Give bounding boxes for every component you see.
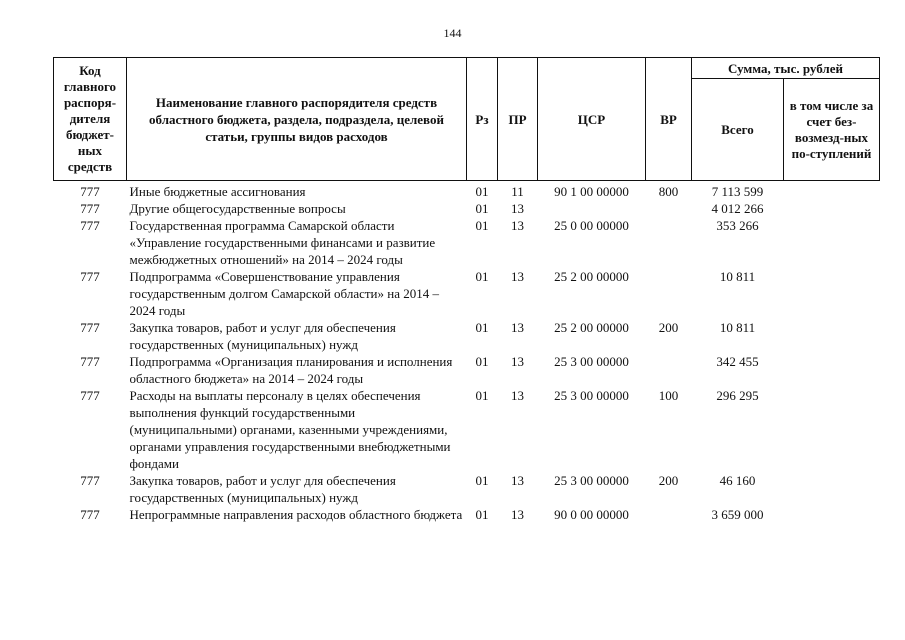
row-vr: 100 bbox=[658, 388, 679, 403]
row-csr: 25 3 00 00000 bbox=[554, 473, 629, 488]
page-number: 144 bbox=[443, 26, 462, 40]
row-csr: 25 2 00 00000 bbox=[554, 320, 629, 335]
row-incl bbox=[784, 387, 880, 472]
row-code: 777 bbox=[80, 269, 100, 284]
row-pr: 13 bbox=[511, 354, 524, 369]
row-total: 342 455 bbox=[716, 354, 759, 369]
table-row bbox=[54, 353, 880, 387]
row-incl bbox=[784, 506, 880, 523]
row-rz: 01 bbox=[475, 218, 489, 233]
row-pr: 13 bbox=[511, 320, 524, 335]
row-name: Подпрограмма «Совершенствование управления государственным долгом Самарской области» на 2014 – 2024 годы bbox=[129, 269, 439, 318]
row-incl bbox=[784, 319, 880, 353]
header-csr: ЦСР bbox=[538, 58, 646, 181]
row-name: Расходы на выплаты персоналу в целях обеспечения выполнения функций государственными (муниципальными) органами, казенными учреждениями, органами управления государственными внебюджетными фондами bbox=[129, 388, 451, 471]
table-row bbox=[54, 472, 880, 506]
row-code: 777 bbox=[80, 218, 100, 233]
row-vr: 200 bbox=[658, 320, 679, 335]
row-total: 353 266 bbox=[716, 218, 759, 233]
row-incl bbox=[784, 268, 880, 319]
row-total: 46 160 bbox=[719, 473, 756, 488]
table-header bbox=[54, 58, 880, 181]
row-total: 10 811 bbox=[719, 269, 756, 284]
table-row bbox=[54, 181, 880, 201]
row-vr bbox=[646, 200, 692, 217]
row-rz: 01 bbox=[475, 354, 489, 369]
row-total: 3 659 000 bbox=[711, 507, 764, 522]
row-pr: 13 bbox=[511, 269, 524, 284]
row-code: 777 bbox=[80, 320, 100, 335]
row-total: 10 811 bbox=[719, 320, 756, 335]
row-code: 777 bbox=[80, 354, 100, 369]
row-code: 777 bbox=[80, 201, 100, 216]
row-pr: 13 bbox=[511, 388, 524, 403]
row-vr bbox=[646, 506, 692, 523]
row-csr: 25 3 00 00000 bbox=[554, 388, 629, 403]
row-code: 777 bbox=[80, 473, 100, 488]
row-rz: 01 bbox=[475, 388, 489, 403]
table-row bbox=[54, 268, 880, 319]
row-pr: 13 bbox=[511, 473, 524, 488]
header-sum: Сумма, тыс. рублей bbox=[692, 58, 880, 79]
row-csr: 90 1 00 00000 bbox=[554, 184, 629, 199]
row-pr: 11 bbox=[511, 184, 524, 199]
header-name: Наименование главного распорядителя средств областного бюджета, раздела, подраздела, целевой статьи, группы видов расходов bbox=[127, 58, 467, 181]
row-name: Непрограммные направления расходов областного бюджета bbox=[129, 507, 463, 522]
row-csr: 90 0 00 00000 bbox=[554, 507, 629, 522]
row-csr bbox=[538, 200, 646, 217]
header-code: Код главного распоря-дителя бюджет-ных средств bbox=[54, 58, 127, 181]
row-vr bbox=[646, 353, 692, 387]
row-vr: 200 bbox=[658, 473, 679, 488]
row-csr: 25 2 00 00000 bbox=[554, 269, 629, 284]
row-name: Государственная программа Самарской области «Управление государственными финансами и развитие межбюджетных отношений» на 2014 – 2024 годы bbox=[129, 218, 436, 267]
row-vr bbox=[646, 268, 692, 319]
row-incl bbox=[784, 200, 880, 217]
row-incl bbox=[784, 353, 880, 387]
row-code: 777 bbox=[80, 388, 100, 403]
budget-table bbox=[53, 57, 880, 523]
header-total: Всего bbox=[692, 79, 784, 181]
row-incl bbox=[784, 472, 880, 506]
table-row bbox=[54, 506, 880, 523]
row-name: Закупка товаров, работ и услуг для обеспечения государственных (муниципальных) нужд bbox=[129, 473, 396, 505]
row-rz: 01 bbox=[475, 184, 489, 199]
row-total: 4 012 266 bbox=[711, 201, 764, 216]
row-rz: 01 bbox=[475, 507, 489, 522]
row-csr: 25 0 00 00000 bbox=[554, 218, 629, 233]
row-pr: 13 bbox=[511, 201, 524, 216]
table-body bbox=[54, 181, 880, 524]
row-name: Другие общегосударственные вопросы bbox=[129, 201, 346, 216]
row-pr: 13 bbox=[511, 507, 524, 522]
table-row bbox=[54, 217, 880, 268]
row-total: 7 113 599 bbox=[711, 184, 764, 199]
row-vr: 800 bbox=[658, 184, 679, 199]
row-csr: 25 3 00 00000 bbox=[554, 354, 629, 369]
row-total: 296 295 bbox=[716, 388, 759, 403]
header-incl: в том числе за счет без-возмезд-ных по-ступлений bbox=[784, 79, 880, 181]
row-code: 777 bbox=[80, 184, 100, 199]
row-name: Закупка товаров, работ и услуг для обеспечения государственных (муниципальных) нужд bbox=[129, 320, 396, 352]
row-incl bbox=[784, 217, 880, 268]
header-vr: ВР bbox=[646, 58, 692, 181]
row-vr bbox=[646, 217, 692, 268]
row-rz: 01 bbox=[475, 269, 489, 284]
table-row bbox=[54, 200, 880, 217]
row-rz: 01 bbox=[475, 201, 489, 216]
row-rz: 01 bbox=[475, 320, 489, 335]
row-rz: 01 bbox=[475, 473, 489, 488]
row-name: Подпрограмма «Организация планирования и исполнения областного бюджета» на 2014 – 2024 годы bbox=[129, 354, 453, 386]
row-name: Иные бюджетные ассигнования bbox=[129, 184, 306, 199]
table-row bbox=[54, 319, 880, 353]
table-row bbox=[54, 387, 880, 472]
row-pr: 13 bbox=[511, 218, 524, 233]
row-code: 777 bbox=[80, 507, 100, 522]
header-rz: Рз bbox=[467, 58, 498, 181]
row-incl bbox=[784, 181, 880, 201]
header-pr: ПР bbox=[498, 58, 538, 181]
